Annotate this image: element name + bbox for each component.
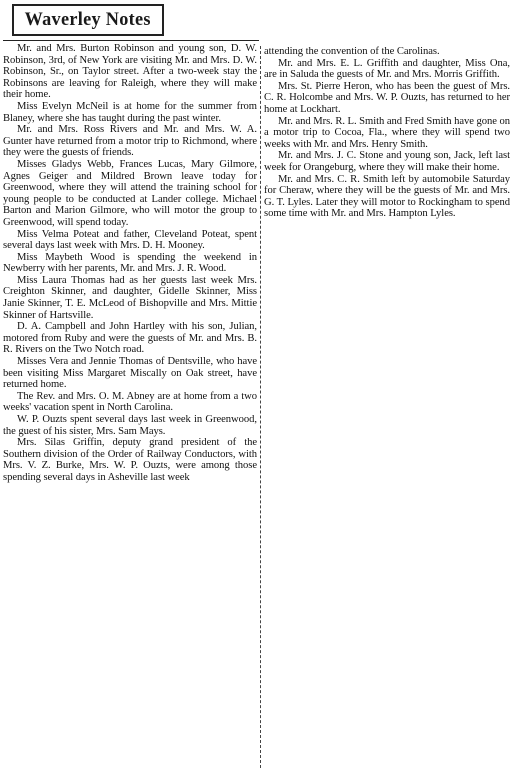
news-item-abney: The Rev. and Mrs. O. M. Abney are at home from a two weeks' vacation spent in North Carolina. xyxy=(3,390,257,414)
news-item-heron: Mrs. St. Pierre Heron, who has been the guest of Mrs. C. R. Holcombe and Mrs. W. P. Ouzts, has returned to her home at Lockhart. xyxy=(264,80,510,115)
news-item-rivers-gunter: Mr. and Mrs. Ross Rivers and Mr. and Mrs. W. A. Gunter have returned from a motor trip to Richmond, where they were the guests of friends. xyxy=(3,124,257,159)
column-heading-box xyxy=(12,4,164,36)
news-item-continuation: attending the convention of the Carolinas. xyxy=(264,46,440,57)
news-item-griffith: Mr. and Mrs. E. L. Griffith and daughter, Miss Ona, are in Saluda the guests of Mr. and Mrs. Morris Griffith. xyxy=(264,57,510,81)
left-column xyxy=(3,0,257,484)
news-item-wood: Miss Maybeth Wood is spending the weekend in Newberry with her parents, Mr. and Mrs. J. R. Wood. xyxy=(3,251,257,275)
news-item-stone: Mr. and Mrs. J. C. Stone and young son, Jack, left last week for Orangeburg, where they will make their home. xyxy=(264,150,510,173)
news-item-griffin: Mrs. Silas Griffin, deputy grand president of the Southern division of the Order of Railway Conductors, with Mrs. V. Z. Burke, Mrs. W. P. Ouzts, were among those spending several days in Asheville last week xyxy=(3,437,257,483)
news-item-campbell-hartley: D. A. Campbell and John Hartley with his son, Julian, motored from Ruby and were the guests of Mr. and Mrs. B. R. Rivers on the Two Notch road. xyxy=(3,321,257,356)
right-column xyxy=(264,46,510,220)
column-divider xyxy=(260,46,261,768)
news-item-thomas-sisters: Misses Vera and Jennie Thomas of Dentsville, who have been visiting Miss Margaret Miscally on Oak street, have returned home. xyxy=(3,356,257,391)
news-item-smith-cocoa: Mr. and Mrs. R. L. Smith and Fred Smith have gone on a motor trip to Cocoa, Fla., where they will spend two weeks with Mr. and Mrs. Henry Smith. xyxy=(264,115,510,150)
column-heading: Waverley Notes xyxy=(24,9,152,31)
heading-rule xyxy=(3,40,259,41)
news-item-training-school: Misses Gladys Webb, Frances Lucas, Mary Gilmore, Agnes Geiger and Mildred Brown leave today for Greenwood, where they will attend the training school for young people to be conducted at Lander college. Michael Barton and Marion Gilmore, who will motor the group to Greenwood, will spend today. xyxy=(3,158,257,228)
news-item-poteat: Miss Velma Poteat and father, Cleveland Poteat, spent several days last week with Mrs. D. H. Mooney. xyxy=(3,228,257,252)
news-item-mcneil: Miss Evelyn McNeil is at home for the summer from Blaney, where she has taught during the past winter. xyxy=(3,100,257,124)
news-item-ouzts: W. P. Ouzts spent several days last week in Greenwood, the guest of his sister, Mrs. Sam Mays. xyxy=(3,414,257,437)
news-item-robinson: Mr. and Mrs. Burton Robinson and young son, D. W. Robinson, 3rd, of New York are visiting Mr. and Mrs. D. W. Robinson, Sr., on Taylor street. After a two-week stay the Robinsons are leaving for Raleigh, where they will make their home. xyxy=(3,43,257,101)
news-item-thomas-skinner: Miss Laura Thomas had as her guests last week Mrs. Creighton Skinner, and daughter, Gidelle Skinner, Miss Janie Skinner, T. E. McLeod of Bishopville and Mrs. Mittie Skinner of Hartsville. xyxy=(3,274,257,321)
news-item-smith-cheraw: Mr. and Mrs. C. R. Smith left by automobile Saturday for Cheraw, where they will be the guests of Mr. and Mrs. G. T. Lyles. Later they will motor to Rockingham to spend some time with Mr. and Mrs. Hampton Lyles. xyxy=(264,173,510,220)
